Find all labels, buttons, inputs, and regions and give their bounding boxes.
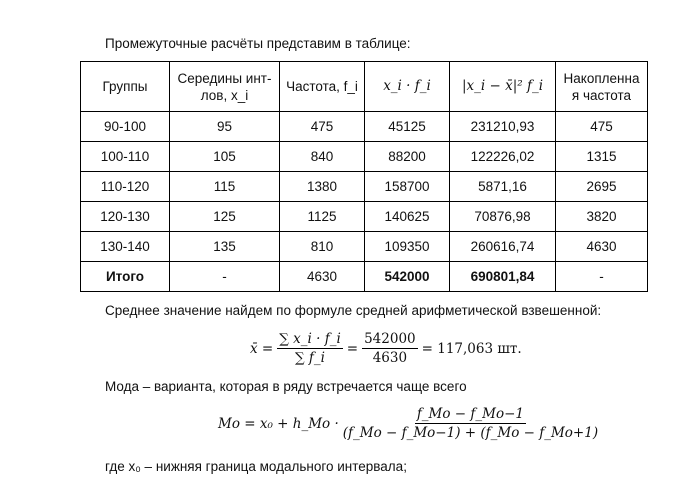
table-cell: 95 (170, 112, 280, 142)
table-cell: 2695 (556, 172, 648, 202)
table-cell: 100-110 (81, 142, 170, 172)
table-cell: 810 (280, 232, 365, 262)
table-cell: 4630 (280, 262, 365, 292)
table-row (81, 202, 648, 232)
header-cell: Группы (81, 62, 170, 112)
formula-lhs: Mo = x₀ + h_Mo · (218, 415, 339, 432)
table-row (81, 172, 648, 202)
table-cell: 5871,16 (450, 172, 556, 202)
table-row (81, 142, 648, 172)
table-cell: 542000 (365, 262, 450, 292)
table-cell: 475 (280, 112, 365, 142)
table-cell: 45125 (365, 112, 450, 142)
table-cell: 140625 (365, 202, 450, 232)
table-cell: 130-140 (81, 232, 170, 262)
mean-formula: x̄ = $\frac{\sum x\_i \cdot f\_i}{\sum f\_i}$ = $\frac{542000}{4630}$ = 117,063 шт. (250, 331, 522, 366)
mode-text: Мода – варианта, которая в ряду встречается чаще всего (105, 379, 467, 394)
table-cell: 122226,02 (450, 142, 556, 172)
formula-result: = 117,063 шт. (421, 340, 522, 357)
table-cell: 88200 (365, 142, 450, 172)
mode-formula (218, 406, 598, 441)
table-cell: 120-130 (81, 202, 170, 232)
table-header-row (81, 62, 648, 112)
header-cell: x_i · f_i (365, 62, 450, 112)
table-cell: 1125 (280, 202, 365, 232)
table-cell: 1315 (556, 142, 648, 172)
table-cell: 475 (556, 112, 648, 142)
intro-text: Промежуточные расчёты представим в таблице: (105, 36, 411, 51)
table-cell: 105 (170, 142, 280, 172)
calculation-table (80, 61, 648, 292)
table-row (81, 112, 648, 142)
header-cell: |x_i − x̄|² f_i (450, 62, 556, 112)
fraction: $\frac{\sum x\_i \cdot f\_i}{\sum f\_i}$ (279, 331, 341, 366)
table-cell: Итого (81, 262, 170, 292)
table-row (81, 232, 648, 262)
mean-text: Среднее значение найдем по формуле средней арифметической взвешенной: (105, 303, 602, 318)
formula-lhs: x̄ = (250, 340, 274, 357)
table-cell: 4630 (556, 232, 648, 262)
header-cell: Середины инт- лов, x_i (170, 62, 280, 112)
table-cell: 90-100 (81, 112, 170, 142)
header-cell: Частота, f_i (280, 62, 365, 112)
table-cell: 231210,93 (450, 112, 556, 142)
table-cell: 1380 (280, 172, 365, 202)
table-cell: 3820 (556, 202, 648, 232)
fraction: $\frac{542000}{4630}$ (364, 331, 416, 366)
fraction: $\frac{f\_Mo - f\_Mo-1}{(f\_Mo - f\_Mo-1) + (f\_Mo - f\_Mo+1)}$ (342, 406, 599, 441)
table-cell: 135 (170, 232, 280, 262)
table-cell: 109350 (365, 232, 450, 262)
table-cell: 70876,98 (450, 202, 556, 232)
table-cell: 110-120 (81, 172, 170, 202)
header-cell: Накопленна я частота (556, 62, 648, 112)
table-cell: - (556, 262, 648, 292)
table-cell: 840 (280, 142, 365, 172)
table-cell: 260616,74 (450, 232, 556, 262)
table-cell: - (170, 262, 280, 292)
table-cell: 125 (170, 202, 280, 232)
where-text: где x₀ – нижняя граница модального интервала; (105, 459, 407, 474)
table-cell: 158700 (365, 172, 450, 202)
table-cell: 690801,84 (450, 262, 556, 292)
table-total-row (81, 262, 648, 292)
table-cell: 115 (170, 172, 280, 202)
